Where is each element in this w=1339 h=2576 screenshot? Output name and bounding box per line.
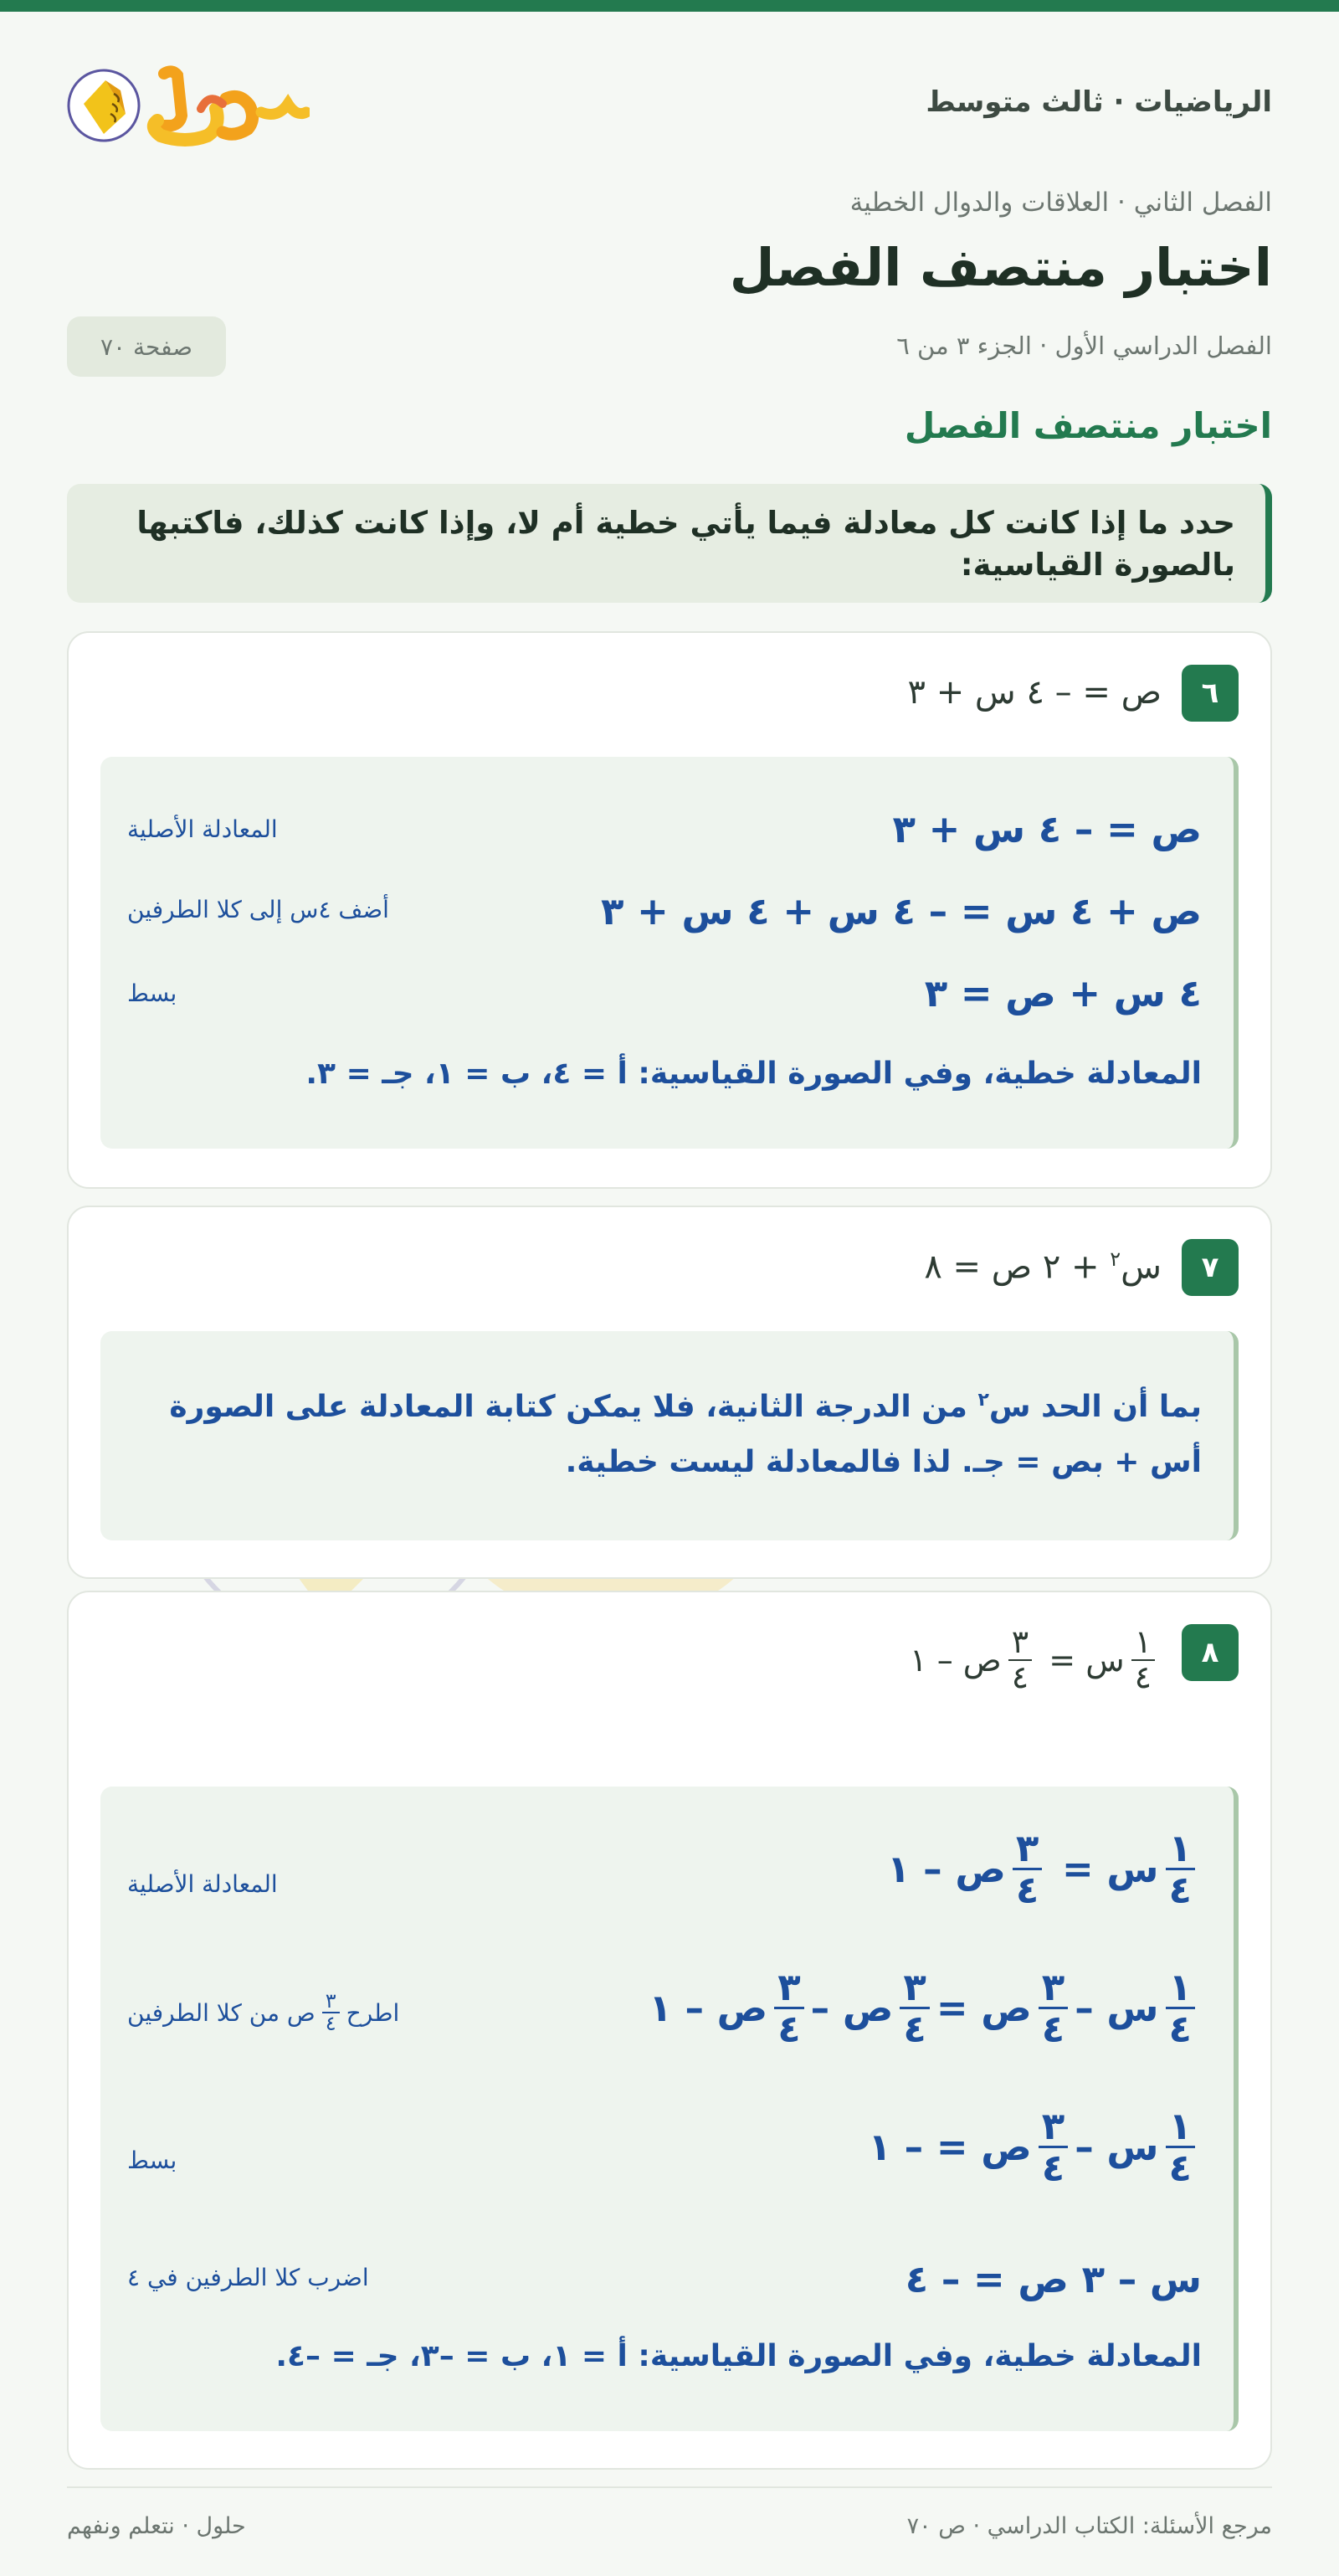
page-content — [67, 12, 1272, 2373]
fraction: $\frac{٣}{٤}$ — [1013, 1828, 1042, 1910]
solution-step: $\frac{١}{٤}$ س = $\frac{٣}{٤}$ ص – ١ — [887, 1828, 1202, 1910]
question-card-6 — [67, 631, 1272, 1189]
solution-box — [100, 1787, 1239, 2431]
solution-box — [100, 1331, 1239, 1540]
footer-reference: مرجع الأسئلة: الكتاب الدراسي · ص ٧٠ — [906, 2513, 1272, 2539]
page-header — [67, 12, 1272, 204]
question-number: ٧ — [1182, 1239, 1239, 1296]
question-equation: $\frac{١}{٤}$ س = $\frac{٣}{٤}$ ص – ١ — [910, 1626, 1162, 1694]
step-note: المعادلة الأصلية — [127, 815, 278, 843]
footer-brand: حلول · نتعلم ونفهم — [67, 2513, 246, 2539]
fraction: $\frac{٣}{٤}$ — [1008, 1626, 1032, 1694]
fraction: $\frac{٣}{٤}$ — [322, 1991, 340, 2034]
hulool-logo — [67, 55, 310, 147]
fraction: $\frac{١}{٤}$ — [1166, 1828, 1195, 1910]
question-equation: ص = – ٤ س + ٣ — [907, 673, 1162, 712]
eq-exponent: ٢ — [1110, 1247, 1121, 1271]
fraction: $\frac{٣}{٤}$ — [1039, 1967, 1068, 2049]
subject-label: الرياضيات · ثالث متوسط — [926, 85, 1272, 119]
question-number: ٦ — [1182, 665, 1239, 722]
top-accent-bar — [0, 0, 1339, 12]
solution-step: ص = – ٤ س + ٣ — [892, 807, 1202, 851]
fraction: $\frac{١}{٤}$ — [1166, 1967, 1195, 2049]
page-footer — [67, 2486, 1272, 2539]
explanation-exponent: ٢ — [977, 1390, 989, 1411]
question-number: ٨ — [1182, 1624, 1239, 1681]
eq-variable: س — [1121, 1247, 1162, 1287]
fraction: $\frac{١}{٤}$ — [1131, 1626, 1155, 1694]
solution-step: س – ٣ ص = – ٤ — [905, 2257, 1202, 2301]
chapter-label: الفصل الثاني · العلاقات والدوال الخطية — [849, 188, 1272, 218]
solution-step: ص + ٤ س = – ٤ س + ٤ س + ٣ — [600, 889, 1202, 933]
fraction: $\frac{٣}{٤}$ — [900, 1967, 929, 2049]
solution-conclusion: المعادلة خطية، وفي الصورة القياسية: أ = ٤، ب = ١، جـ = ٣. — [305, 1057, 1202, 1091]
step-note: المعادلة الأصلية — [127, 1870, 278, 1898]
step-note: اطرح $\frac{٣}{٤}$ ص من كلا الطرفين — [127, 1989, 400, 2036]
fraction: $\frac{٣}{٤}$ — [774, 1967, 803, 2049]
question-equation — [924, 1247, 1162, 1286]
step-note: اضرب كلا الطرفين في ٤ — [127, 2264, 369, 2291]
step-note: بسط — [127, 2147, 177, 2174]
eq-rest: + ٢ ص = ٨ — [924, 1247, 1111, 1287]
fraction: $\frac{٣}{٤}$ — [1039, 2106, 1068, 2188]
explanation-start: بما أن الحد س — [988, 1390, 1202, 1424]
semester-label: الفصل الدراسي الأول · الجزء ٣ من ٦ — [896, 332, 1272, 360]
page-number-badge: صفحة ٧٠ — [67, 316, 226, 377]
question-card-7 — [67, 1206, 1272, 1579]
solution-box — [100, 757, 1239, 1149]
solution-step: $\frac{١}{٤}$ س – $\frac{٣}{٤}$ ص = – ١ — [869, 2106, 1202, 2188]
fraction: $\frac{١}{٤}$ — [1166, 2106, 1195, 2188]
page-title: اختبار منتصف الفصل — [729, 237, 1272, 298]
question-card-8 — [67, 1591, 1272, 2470]
explanation-rest: من الدرجة الثانية، فلا يمكن كتابة المعادلة على الصورة أس + بص = جـ. لذا فالمعادلة ليست خطية. — [169, 1390, 1202, 1479]
instruction-box: حدد ما إذا كانت كل معادلة فيما يأتي خطية أم لا، وإذا كانت كذلك، فاكتبها بالصورة القياسية: — [67, 484, 1272, 603]
section-title: اختبار منتصف الفصل — [904, 405, 1272, 446]
solution-step: $\frac{١}{٤}$ س – $\frac{٣}{٤}$ ص = $\frac{٣}{٤}$ ص – $\frac{٣}{٤}$ ص – ١ — [649, 1967, 1202, 2049]
solution-explanation — [126, 1373, 1202, 1490]
solution-conclusion: المعادلة خطية، وفي الصورة القياسية: أ = ١، ب = –٣، جـ = –٤. — [275, 2339, 1202, 2373]
step-note: بسط — [127, 979, 177, 1007]
step-note: أضف ٤س إلى كلا الطرفين — [127, 896, 389, 923]
solution-step: ٤ س + ص = ٣ — [924, 971, 1202, 1015]
